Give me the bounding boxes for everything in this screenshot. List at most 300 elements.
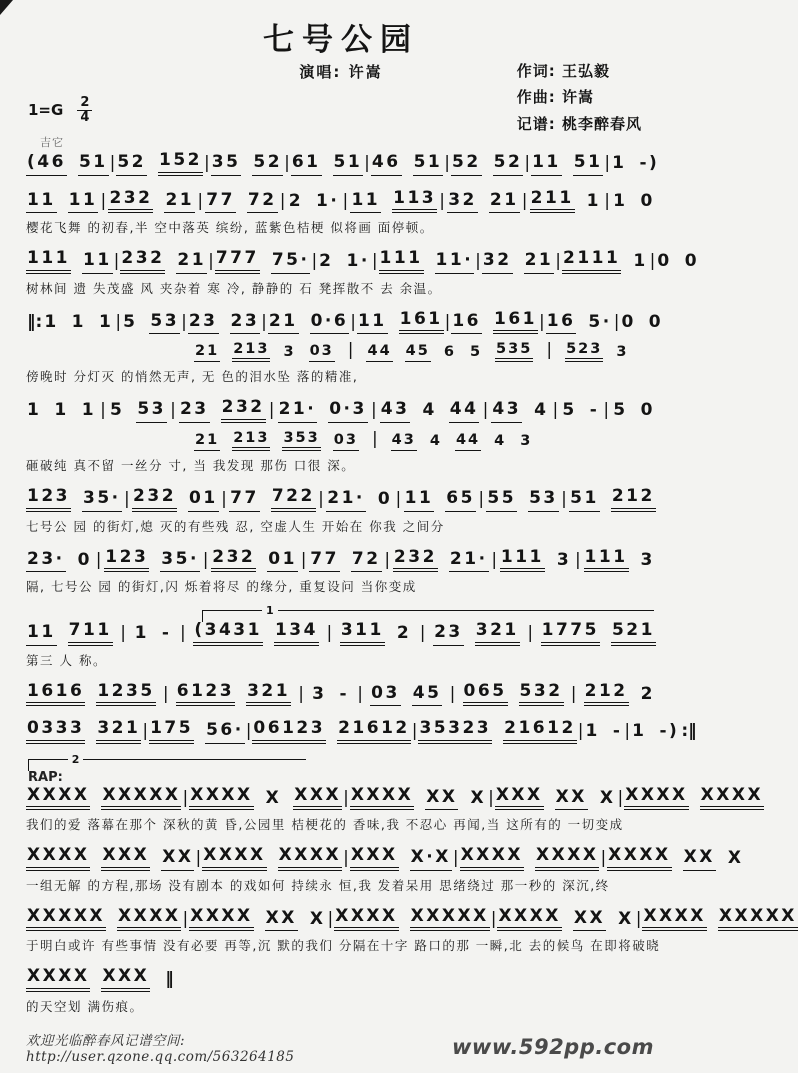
note-group: 23	[433, 623, 464, 646]
note-group: 11	[404, 489, 435, 512]
lyrics-line: 樱花飞舞 的初春,半 空中落英 缤纷, 蓝紫色桔梗 似将画 面停顿。	[26, 220, 434, 236]
time-signature	[77, 96, 92, 124]
barline: |	[364, 153, 370, 174]
measure	[612, 192, 656, 214]
measure	[624, 786, 764, 811]
measure	[418, 719, 576, 744]
note-group: XXXX	[497, 907, 561, 932]
measure	[188, 312, 260, 335]
measure	[447, 191, 519, 214]
barline: |	[182, 908, 189, 929]
note-group: 43	[380, 400, 411, 423]
note-group: 3	[283, 344, 296, 361]
barline: |	[577, 721, 584, 742]
note-group: 23	[188, 312, 219, 335]
note-group: 23	[179, 400, 210, 423]
barline: |	[552, 400, 559, 421]
note-group: 21612	[503, 719, 577, 744]
lyrics-line: 的天空划 满伤痕。	[26, 998, 144, 1014]
note-group: X	[470, 787, 487, 808]
volta-number: 1	[262, 604, 278, 617]
note-group: 1	[44, 311, 59, 332]
note-group: 521	[611, 621, 656, 646]
note-group: 44	[449, 400, 480, 423]
note-group: XXXXX	[410, 907, 490, 932]
note-group: 4	[494, 433, 507, 450]
lyrics-line: 一组无解 的方程,那场 没有剧本 的戏如何 持续永 恒,我 发着呆用 思绪绕过 那一秒的 深沉,终	[26, 877, 610, 893]
barline: |	[109, 153, 116, 174]
note-group: X	[727, 848, 744, 869]
note-group: X	[618, 908, 634, 929]
note-group: 35·	[160, 550, 200, 573]
barline: |	[539, 311, 545, 332]
note-group: 51	[573, 153, 604, 176]
note-group: XX	[161, 848, 194, 871]
note-group: XXXX	[278, 846, 342, 871]
barline: |	[444, 153, 450, 174]
note-group: XX	[683, 848, 716, 871]
note-group: 134	[274, 621, 319, 646]
notes-line	[26, 548, 656, 573]
note-group: 52	[116, 153, 147, 176]
note-group: 11	[68, 191, 99, 214]
measure	[531, 153, 603, 176]
note-group: XX	[555, 788, 588, 811]
barline: |	[268, 400, 275, 421]
score-system	[26, 398, 656, 474]
measure	[380, 400, 480, 423]
note-group: 321	[475, 621, 520, 646]
secondary-voice-line	[194, 340, 656, 362]
note-group: 4	[534, 400, 549, 421]
barline: |	[142, 721, 149, 742]
measure	[268, 312, 349, 335]
note-group: XXXX	[460, 846, 524, 871]
measure	[620, 313, 664, 335]
lyrics-line: 树林间 遗 失茂盛 风 夹杂着 寒 冷, 静静的 石 凳挥散不 去 余温。	[26, 280, 442, 296]
note-group: 3	[616, 344, 629, 361]
note-group: XXXX	[117, 907, 181, 932]
volta-row	[26, 604, 656, 621]
rap-label: RAP:	[28, 769, 63, 785]
barline: |	[318, 489, 324, 510]
measure	[229, 487, 316, 512]
note-group: 1·	[346, 251, 370, 272]
measure	[26, 907, 181, 932]
note-group: 0	[640, 400, 655, 421]
note-group: 212	[584, 682, 629, 707]
measure	[340, 621, 412, 646]
notes-line	[26, 784, 764, 811]
note-group: XXXX	[26, 786, 90, 811]
note-group: 72	[247, 191, 278, 214]
repeat-end-sign: ‖	[165, 969, 174, 990]
note-group: 43	[491, 400, 522, 423]
barline: |	[327, 908, 334, 929]
barline: |	[180, 623, 186, 644]
note-group: 51	[569, 489, 600, 512]
note-group: -)	[659, 721, 680, 742]
note-group: 03	[309, 343, 335, 362]
lyrics-line: 我们的爱 落幕在那个 深秋的黄 昏,公园里 桔梗花的 香味,我 不忍心 再闻,当 这所有的 一切变成	[26, 817, 624, 833]
measure	[211, 153, 283, 176]
note-group: 232	[221, 398, 266, 423]
volta-bracket	[202, 604, 654, 622]
barline: |	[279, 190, 286, 211]
note-group: 35	[211, 153, 242, 176]
measure	[631, 722, 680, 744]
barline: |	[600, 848, 607, 869]
note-group: 5	[109, 400, 125, 421]
note-group: 065	[463, 682, 508, 707]
note-group: 0333	[26, 719, 85, 744]
note-group: 2	[319, 251, 334, 272]
note-group: 0	[648, 311, 664, 332]
measure	[26, 682, 156, 707]
note-group: 21	[194, 343, 220, 362]
note-group: 11	[357, 312, 388, 335]
transcriber-credit: 记谱: 桃李醉春风	[516, 114, 642, 133]
note-group: 1	[613, 190, 628, 211]
note-group: 77	[309, 550, 340, 573]
barline: |	[343, 848, 349, 869]
note-group: 35·	[82, 489, 122, 512]
measure	[26, 401, 97, 423]
note-group: 175	[149, 719, 194, 744]
note-group: 51	[333, 153, 364, 176]
barline: |	[343, 787, 349, 808]
measure	[451, 310, 538, 335]
time-signature-numerator: 2	[77, 96, 92, 111]
barline: |	[603, 400, 610, 421]
note-group: 0·6	[310, 312, 350, 335]
note-group: -	[612, 721, 623, 742]
measure	[215, 249, 311, 274]
score-system	[26, 189, 656, 237]
volta-bracket	[28, 752, 306, 771]
note-group: XXXXX	[26, 907, 106, 932]
note-group: XXX	[495, 786, 544, 811]
measure	[497, 907, 634, 932]
note-group: 0	[377, 489, 393, 510]
measure	[569, 487, 656, 512]
barline: |	[649, 251, 656, 272]
barline: |	[221, 489, 227, 510]
note-group: 2111	[562, 249, 621, 274]
note-group: 321	[96, 719, 141, 744]
measure	[500, 548, 572, 573]
notes-line	[26, 487, 656, 512]
measure	[26, 719, 141, 744]
measure	[379, 249, 475, 274]
note-group: 212	[611, 487, 656, 512]
note-group: 0	[621, 311, 636, 332]
note-group: 3	[520, 433, 533, 450]
measure	[656, 252, 700, 274]
measure	[26, 550, 93, 573]
barline: |	[326, 623, 333, 644]
measure	[26, 621, 113, 646]
note-group: 1	[134, 623, 149, 644]
barline: |	[411, 721, 418, 742]
note-group: 11·	[435, 251, 475, 274]
note-group: 213	[232, 341, 270, 362]
barline: |	[123, 489, 130, 510]
measure	[561, 401, 600, 423]
note-group: 1	[612, 153, 627, 174]
note-group: 21	[176, 251, 207, 274]
measure	[288, 192, 341, 214]
composer-credit: 作曲: 许嵩	[516, 88, 594, 107]
note-group: 01	[188, 489, 219, 512]
notes-line	[26, 845, 744, 871]
note-group: 03	[370, 684, 401, 707]
note-group: XXXX	[350, 786, 414, 811]
note-group: 23·	[26, 550, 66, 573]
footer	[0, 1029, 680, 1065]
measure	[193, 621, 319, 646]
lyrics-line: 第三 人 称。	[26, 652, 107, 668]
barline: |	[488, 787, 494, 808]
note-group: 1	[27, 400, 42, 421]
score-system	[26, 487, 656, 535]
barline: |	[555, 251, 561, 272]
measure	[433, 621, 520, 646]
note-group: 161	[399, 310, 444, 335]
barline: |	[300, 549, 307, 570]
note-group: 311	[340, 621, 385, 646]
note-group: 11	[531, 153, 562, 176]
barline: |	[491, 549, 498, 570]
measure	[26, 846, 194, 871]
measure	[291, 153, 363, 176]
measure	[211, 548, 298, 573]
note-group: 53	[136, 400, 167, 423]
note-group: 5·	[588, 311, 612, 332]
note-group: 0·3	[328, 400, 368, 423]
note-group: 77	[205, 191, 236, 214]
note-group: 21·	[278, 400, 318, 423]
note-group: 1616	[26, 682, 85, 707]
barline: |	[613, 311, 620, 332]
barline: |	[95, 549, 102, 570]
note-group: XXX	[350, 846, 399, 871]
lyrics-line: 于明白或许 有些事情 没有必要 再等,沉 默的我们 分隔在十字 路口的那 一瞬,北 去的候鸟 在即将破晓	[26, 938, 661, 954]
note-group: 32	[447, 191, 478, 214]
note-group: 21	[524, 251, 555, 274]
measure	[326, 489, 393, 512]
lyrics-line: 砸破纯 真不留 一丝分 寸, 当 我发现 那伤 口很 深。	[26, 458, 356, 474]
measure	[486, 489, 558, 512]
barline: |	[162, 683, 169, 704]
note-group: 3	[640, 549, 655, 570]
measure	[202, 846, 342, 871]
note-group: XX	[573, 909, 606, 932]
score-system	[26, 604, 656, 669]
note-group: X	[309, 908, 326, 929]
note-group: 2	[640, 683, 655, 704]
lyrics-line: 隔, 七号公 园 的街灯,闪 烁着将尽 的缘分, 重复设问 当你变成	[26, 579, 417, 595]
score-system	[26, 682, 656, 707]
note-group: 21·	[326, 489, 366, 512]
measure	[189, 907, 326, 932]
notes-line	[26, 308, 664, 335]
note-group: 535	[495, 341, 533, 362]
note-group: XXXX	[700, 786, 764, 811]
note-group: 5	[469, 344, 483, 361]
barline: |	[524, 153, 531, 174]
note-group: 11	[26, 191, 57, 214]
score-system	[26, 905, 797, 955]
note-group: 21	[489, 191, 520, 214]
note-group: 53	[149, 312, 180, 335]
note-group: XXXX	[642, 907, 706, 932]
barline: |	[546, 340, 553, 361]
note-group: 35323	[418, 719, 492, 744]
measure	[451, 153, 523, 176]
note-group: 1·	[316, 190, 340, 211]
note-group: 523	[565, 341, 603, 362]
note-group: 353	[282, 430, 320, 451]
note-group: 123	[104, 548, 149, 573]
note-group: 56·	[205, 721, 245, 744]
performer-credit: 演唱: 许嵩	[299, 63, 383, 81]
song-title: 七号公园	[263, 22, 419, 58]
barline: |	[342, 190, 349, 211]
note-group: XXX	[293, 786, 342, 811]
measure	[318, 252, 371, 274]
barline: |	[370, 400, 377, 421]
measure	[278, 400, 368, 423]
note-group: 532	[519, 682, 564, 707]
measure	[371, 153, 443, 176]
note-group: 77	[229, 489, 260, 512]
barline: |	[617, 787, 624, 808]
credits-block	[517, 58, 642, 137]
notes-line	[26, 189, 656, 214]
note-group: 52	[451, 153, 482, 176]
note-group: 0	[77, 549, 92, 570]
note-group: 232	[132, 487, 177, 512]
measure	[252, 719, 410, 744]
note-group: 2	[396, 623, 412, 644]
note-group: 21·	[449, 550, 489, 573]
note-group: 45	[412, 684, 443, 707]
barline: |	[561, 489, 567, 510]
measure	[350, 846, 452, 871]
barline: |	[444, 311, 451, 332]
barline: |	[245, 721, 252, 742]
barline: |	[635, 908, 642, 929]
barline: |	[284, 153, 290, 174]
note-group: 75·	[271, 251, 311, 274]
note-group: (46	[26, 153, 67, 176]
note-group: 1775	[541, 621, 600, 646]
note-group: XXXX	[189, 907, 253, 932]
note-group: 722	[271, 487, 316, 512]
measure	[393, 548, 489, 573]
barline: |	[298, 683, 304, 704]
measure	[607, 846, 744, 871]
barline: |	[182, 787, 189, 808]
measure	[350, 189, 437, 214]
note-group: 61	[291, 153, 322, 176]
lyrics-line: 七号公 园 的街灯,熄 灭的有些残 忍, 空虚人生 开始在 你我 之间分	[26, 518, 445, 534]
barline: |	[482, 400, 489, 421]
barline: |	[478, 489, 485, 510]
note-group: 53	[528, 489, 559, 512]
note-group: XXXX	[189, 786, 253, 811]
note-group: 32	[482, 251, 513, 274]
note-group: XXX	[101, 967, 150, 992]
note-group: 11	[82, 251, 113, 274]
note-group: 777	[215, 249, 260, 274]
measure	[585, 722, 624, 744]
note-group: 65	[445, 489, 476, 512]
measure	[132, 487, 219, 512]
note-group: XX	[265, 909, 298, 932]
instrument-label: 吉它	[40, 136, 64, 150]
note-group: 232	[393, 548, 438, 573]
measure	[350, 786, 487, 811]
note-group: 111	[500, 548, 545, 573]
score-system	[26, 548, 656, 596]
score-system	[26, 752, 764, 834]
note-group: X·X	[410, 848, 452, 871]
note-group: 44	[455, 432, 481, 451]
measure	[530, 189, 602, 214]
score	[26, 134, 797, 1015]
barline: |	[208, 251, 214, 272]
note-group: 03	[333, 432, 359, 451]
barline: |	[357, 683, 363, 704]
note-group: -	[589, 400, 600, 421]
note-group: 213	[232, 430, 270, 451]
note-group: 51	[413, 153, 444, 176]
time-signature-denominator: 4	[80, 109, 90, 125]
measure	[26, 249, 113, 274]
barline: |	[170, 400, 176, 421]
note-group: X	[265, 787, 282, 808]
barline: |	[195, 848, 202, 869]
note-group: 1235	[96, 682, 155, 707]
score-system	[26, 718, 697, 744]
measure	[370, 684, 442, 707]
note-group: 321	[246, 682, 291, 707]
measure	[611, 154, 660, 176]
repeat-start-sign: ‖:	[27, 311, 43, 332]
note-group: XXXX	[607, 846, 671, 871]
measure	[495, 786, 617, 811]
note-group: 3	[312, 683, 327, 704]
note-group: 0	[657, 251, 672, 272]
note-group: 5	[123, 311, 138, 332]
barline: |	[115, 311, 122, 332]
barline: |	[113, 251, 120, 272]
measure	[176, 682, 291, 707]
key-signature: 1=G	[28, 101, 64, 120]
lyricist-credit: 作词: 王弘毅	[516, 62, 610, 80]
barline: |	[490, 908, 497, 929]
note-group: 3	[556, 549, 572, 570]
note-group: 111	[26, 249, 71, 274]
barline: |	[100, 400, 106, 421]
note-group: XXXX	[26, 967, 90, 992]
measure	[584, 548, 656, 573]
barline: |	[521, 190, 528, 211]
measure	[642, 907, 797, 932]
note-group: 21	[268, 312, 299, 335]
